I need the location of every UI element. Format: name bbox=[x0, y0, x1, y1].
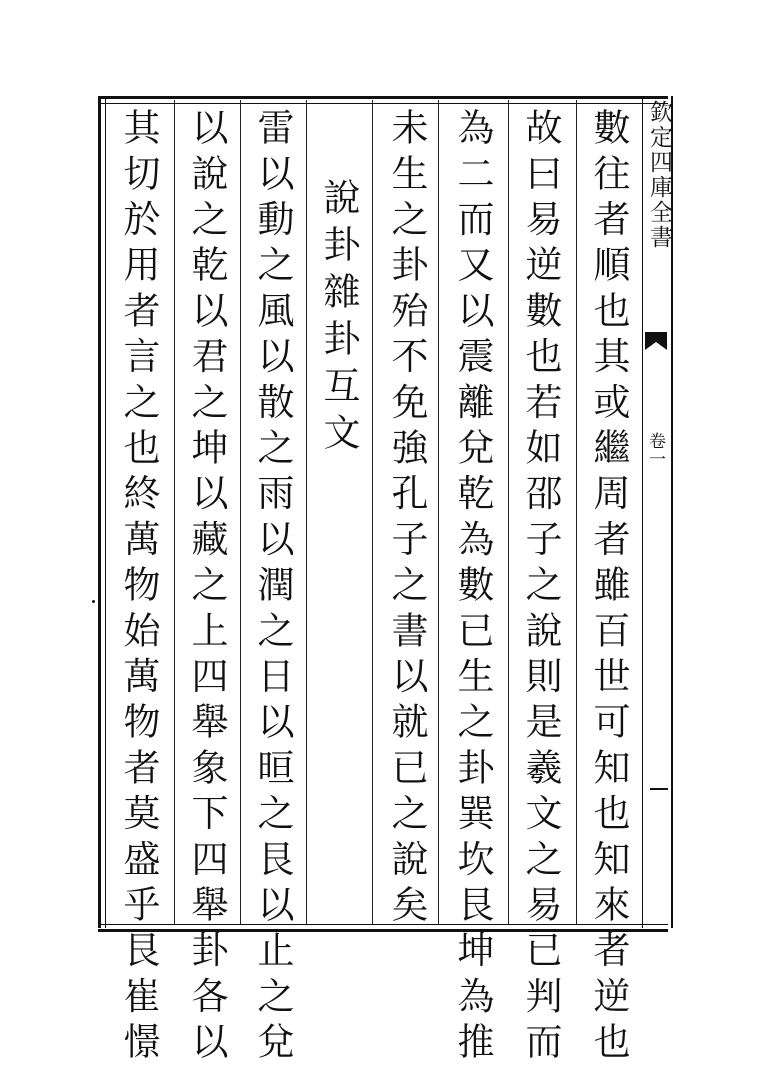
margin-volume-marker: 卷一 bbox=[645, 432, 665, 468]
stray-ink-dot bbox=[92, 600, 95, 603]
text-column-6: 雷以動之風以散之雨以潤之日以晅之艮以止之兌 bbox=[251, 108, 294, 1068]
column-divider bbox=[576, 100, 577, 924]
column-divider bbox=[306, 100, 307, 924]
fishtail-ornament-icon bbox=[644, 330, 668, 352]
section-heading: 說卦雜卦互文 bbox=[317, 178, 360, 460]
margin-tick-mark bbox=[650, 788, 668, 790]
column-divider bbox=[174, 100, 175, 924]
text-column-3: 為二而又以震離兌乾為數已生之卦巽坎艮坤為推 bbox=[451, 108, 494, 1068]
page-frame-bottom bbox=[98, 924, 668, 932]
column-divider bbox=[438, 100, 439, 924]
page-frame-left bbox=[98, 96, 106, 928]
column-divider bbox=[508, 100, 509, 924]
text-column-2: 故曰易逆數也若如邵子之說則是羲文之易已判而 bbox=[519, 108, 562, 1068]
text-column-1: 數往者順也其或繼周者雖百世可知也知來者逆也 bbox=[587, 108, 630, 1068]
column-divider bbox=[372, 100, 373, 924]
margin-book-title: 欽定四庫全書 bbox=[646, 100, 672, 250]
column-divider bbox=[240, 100, 241, 924]
page-frame-top bbox=[98, 96, 668, 104]
text-column-4: 未生之卦殆不免強孔子之書以就已之說矣 bbox=[385, 108, 428, 931]
text-column-7: 以說之乾以君之坤以藏之上四舉象下四舉卦各以 bbox=[185, 108, 228, 1068]
text-column-8: 其切於用者言之也終萬物始萬物者莫盛乎艮崔憬 bbox=[117, 108, 160, 1068]
